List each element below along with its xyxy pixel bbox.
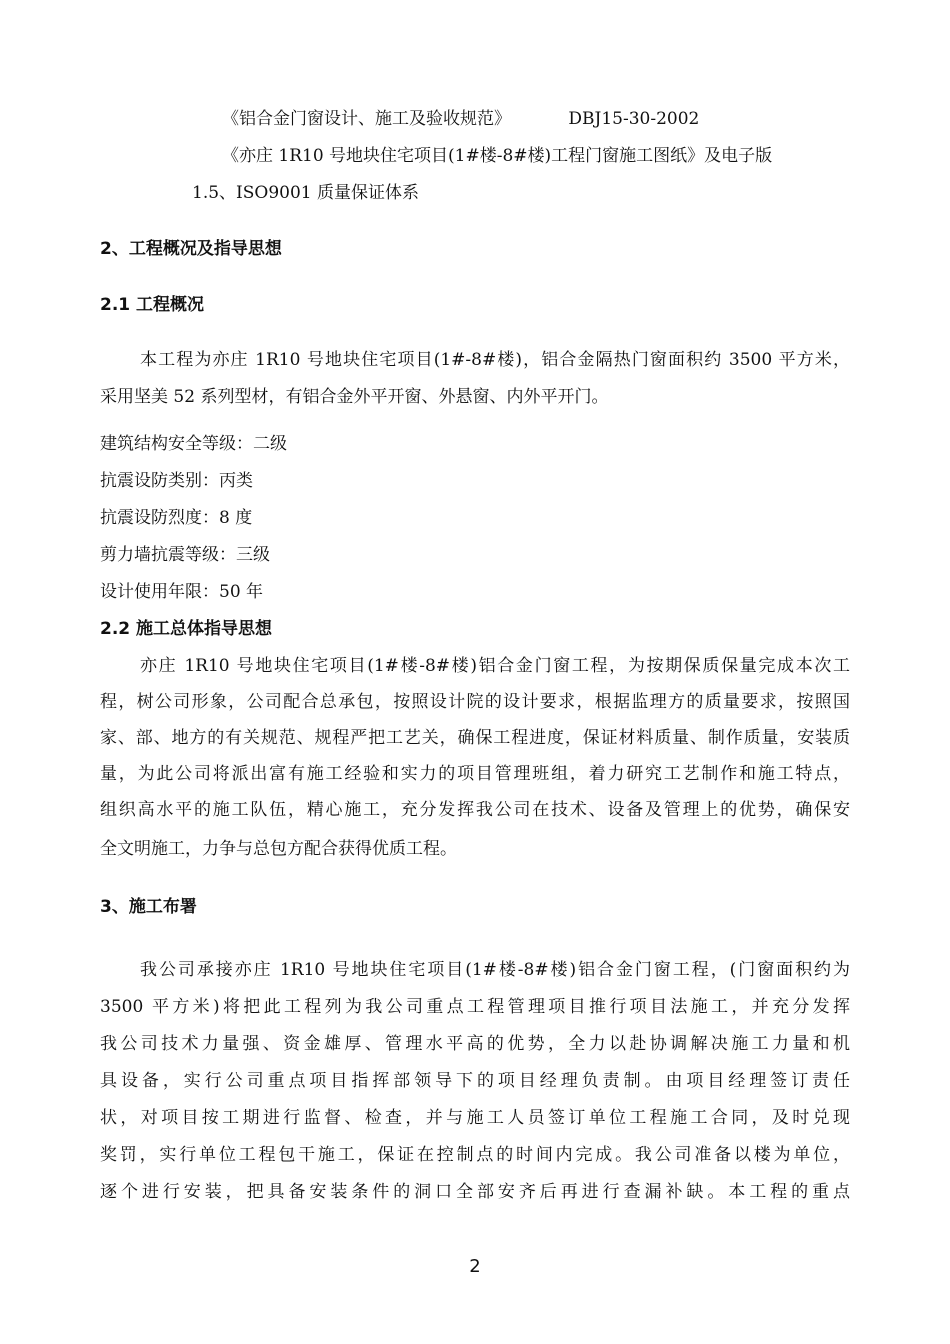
spec-item: 抗震设防烈度：8 度 bbox=[100, 508, 253, 528]
spec-item: 建筑结构安全等级：二级 bbox=[100, 434, 287, 454]
paragraph-2-2-line: 全文明施工，力争与总包方配合获得优质工程。 bbox=[100, 839, 457, 859]
paragraph-3-line: 逐个进行安装，把具备安装条件的洞口全部安齐后再进行查漏补缺。本工程的重点 bbox=[100, 1182, 850, 1202]
section-2-1-heading: 2.1 工程概况 bbox=[100, 295, 205, 315]
reference-title: 《铝合金门窗设计、施工及验收规范》 bbox=[222, 109, 511, 129]
paragraph-3-line: 我公司技术力量强、资金雄厚、管理水平高的优势，全力以赴协调解决施工力量和机 bbox=[100, 1034, 850, 1054]
page-number: 2 bbox=[469, 1256, 481, 1277]
paragraph-3-line: 奖罚，实行单位工程包干施工，保证在控制点的时间内完成。我公司准备以楼为单位， bbox=[100, 1145, 850, 1165]
section-3-heading: 3、施工布署 bbox=[100, 897, 197, 917]
spec-item: 剪力墙抗震等级：三级 bbox=[100, 545, 270, 565]
reference-line-1 bbox=[222, 107, 699, 131]
paragraph-2-2-line: 量，为此公司将派出富有施工经验和实力的项目管理班组，着力研究工艺制作和施工特点， bbox=[100, 764, 850, 784]
reference-line-2: 《亦庄 1R10 号地块住宅项目(1#楼-8#楼)工程门窗施工图纸》及电子版 bbox=[222, 146, 773, 166]
paragraph-3-line: 具设备，实行公司重点项目指挥部领导下的项目经理负责制。由项目经理签订责任 bbox=[100, 1071, 850, 1091]
paragraph-3-line: 3500 平方米)将把此工程列为我公司重点工程管理项目推行项目法施工，并充分发挥 bbox=[100, 997, 850, 1017]
spec-item: 设计使用年限：50 年 bbox=[100, 582, 264, 602]
reference-line-3: 1.5、ISO9001 质量保证体系 bbox=[192, 183, 420, 203]
paragraph-3-line: 我公司承接亦庄 1R10 号地块住宅项目(1#楼-8#楼)铝合金门窗工程，(门窗面积约为 bbox=[140, 960, 850, 980]
paragraph-2-2-line: 家、部、地方的有关规范、规程严把工艺关，确保工程进度，保证材料质量、制作质量，安装质 bbox=[100, 728, 850, 748]
paragraph-2-2-line: 亦庄 1R10 号地块住宅项目(1#楼-8#楼)铝合金门窗工程，为按期保质保量完成本次工 bbox=[140, 656, 850, 676]
section-2-heading: 2、工程概况及指导思想 bbox=[100, 239, 282, 259]
paragraph-2-2-line: 程，树公司形象，公司配合总承包，按照设计院的设计要求，根据监理方的质量要求，按照国 bbox=[100, 692, 850, 712]
paragraph-2-2-line: 组织高水平的施工队伍，精心施工，充分发挥我公司在技术、设备及管理上的优势，确保安 bbox=[100, 800, 850, 820]
paragraph-3-line: 状，对项目按工期进行监督、检查，并与施工人员签订单位工程施工合同，及时兑现 bbox=[100, 1108, 850, 1128]
paragraph-2-1-line: 本工程为亦庄 1R10 号地块住宅项目(1#-8#楼)，铝合金隔热门窗面积约 3500 平方米， bbox=[140, 350, 850, 370]
reference-code: DBJ15-30-2002 bbox=[568, 109, 700, 129]
spec-item: 抗震设防类别：丙类 bbox=[100, 471, 253, 491]
section-2-2-heading: 2.2 施工总体指导思想 bbox=[100, 619, 273, 639]
paragraph-2-1-line: 采用坚美 52 系列型材，有铝合金外平开窗、外悬窗、内外平开门。 bbox=[100, 387, 609, 407]
